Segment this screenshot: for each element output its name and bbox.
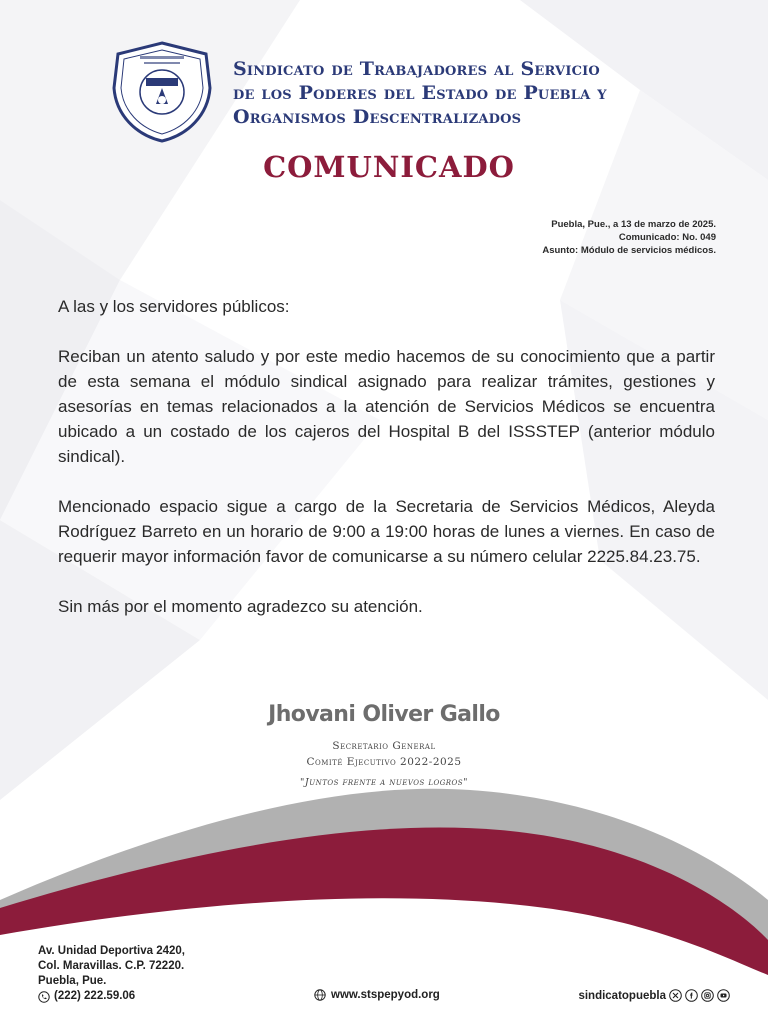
signatory-committee: Comité Ejecutivo 2022-2025 — [306, 756, 462, 768]
signatory-name: Jhovani Oliver Gallo — [268, 702, 500, 727]
phone-icon — [38, 991, 50, 1003]
instagram-icon[interactable] — [701, 989, 714, 1002]
organization-line: Organismos Descentralizados — [233, 106, 522, 128]
union-seal-icon — [110, 40, 214, 144]
footer-website[interactable] — [314, 989, 440, 1001]
organization-line: de los Poderes del Estado de Puebla y — [233, 82, 607, 104]
facebook-icon[interactable] — [685, 989, 698, 1002]
globe-icon — [314, 989, 326, 1001]
youtube-icon[interactable] — [717, 989, 730, 1002]
signatory-motto: "Juntos frente a nuevos logros" — [300, 777, 468, 788]
body-paragraph: Mencionado espacio sigue a cargo de la Secretaria de Servicios Médicos, Aleyda Rodríguez Barreto en un horario de 9:00 a 19:00 horas de lunes a viernes. En caso de requerir mayor información favor de comunicarse a su número celular 2225.84.23.75. — [58, 497, 715, 566]
social-handle[interactable]: sindicatopuebla — [578, 989, 666, 1002]
phone-number: (222) 222.59.06 — [54, 990, 136, 1002]
address-line: Col. Maravillas. C.P. 72220. — [38, 960, 185, 972]
place-date: Puebla, Pue., a 13 de marzo de 2025. — [551, 219, 716, 230]
document-meta — [542, 218, 716, 257]
communique-number: Comunicado: No. 049 — [618, 232, 716, 243]
footer-address — [38, 944, 185, 1004]
address-line: Av. Unidad Deportiva 2420, — [38, 945, 185, 957]
x-icon[interactable] — [669, 989, 682, 1002]
signatory-role: Secretario General — [332, 740, 436, 752]
website-link[interactable]: www.stspepyod.org — [331, 989, 440, 1001]
organization-name — [233, 57, 703, 129]
body-paragraph: Reciban un atento saludo y por este medio hacemos de su conocimiento que a partir de esta semana el módulo sindical asignado para realizar trámites, gestiones y asesorías en temas relacionados a la atención de Servicios Médicos se encuentra ubicado a un costado de los cajeros del Hospital B del ISSSTEP (anterior módulo sindical). — [58, 347, 715, 466]
address-line: Puebla, Pue. — [38, 975, 107, 987]
phone-row — [38, 989, 185, 1004]
closing-line: Sin más por el momento agradezco su atención. — [58, 597, 423, 616]
document-title: COMUNICADO — [263, 150, 515, 184]
document-body — [58, 294, 715, 644]
footer-social — [578, 989, 730, 1002]
organization-line: Sindicato de Trabajadores al Servicio — [233, 58, 600, 80]
subject-line: Asunto: Módulo de servicios médicos. — [542, 245, 716, 256]
greeting: A las y los servidores públicos: — [58, 297, 290, 316]
